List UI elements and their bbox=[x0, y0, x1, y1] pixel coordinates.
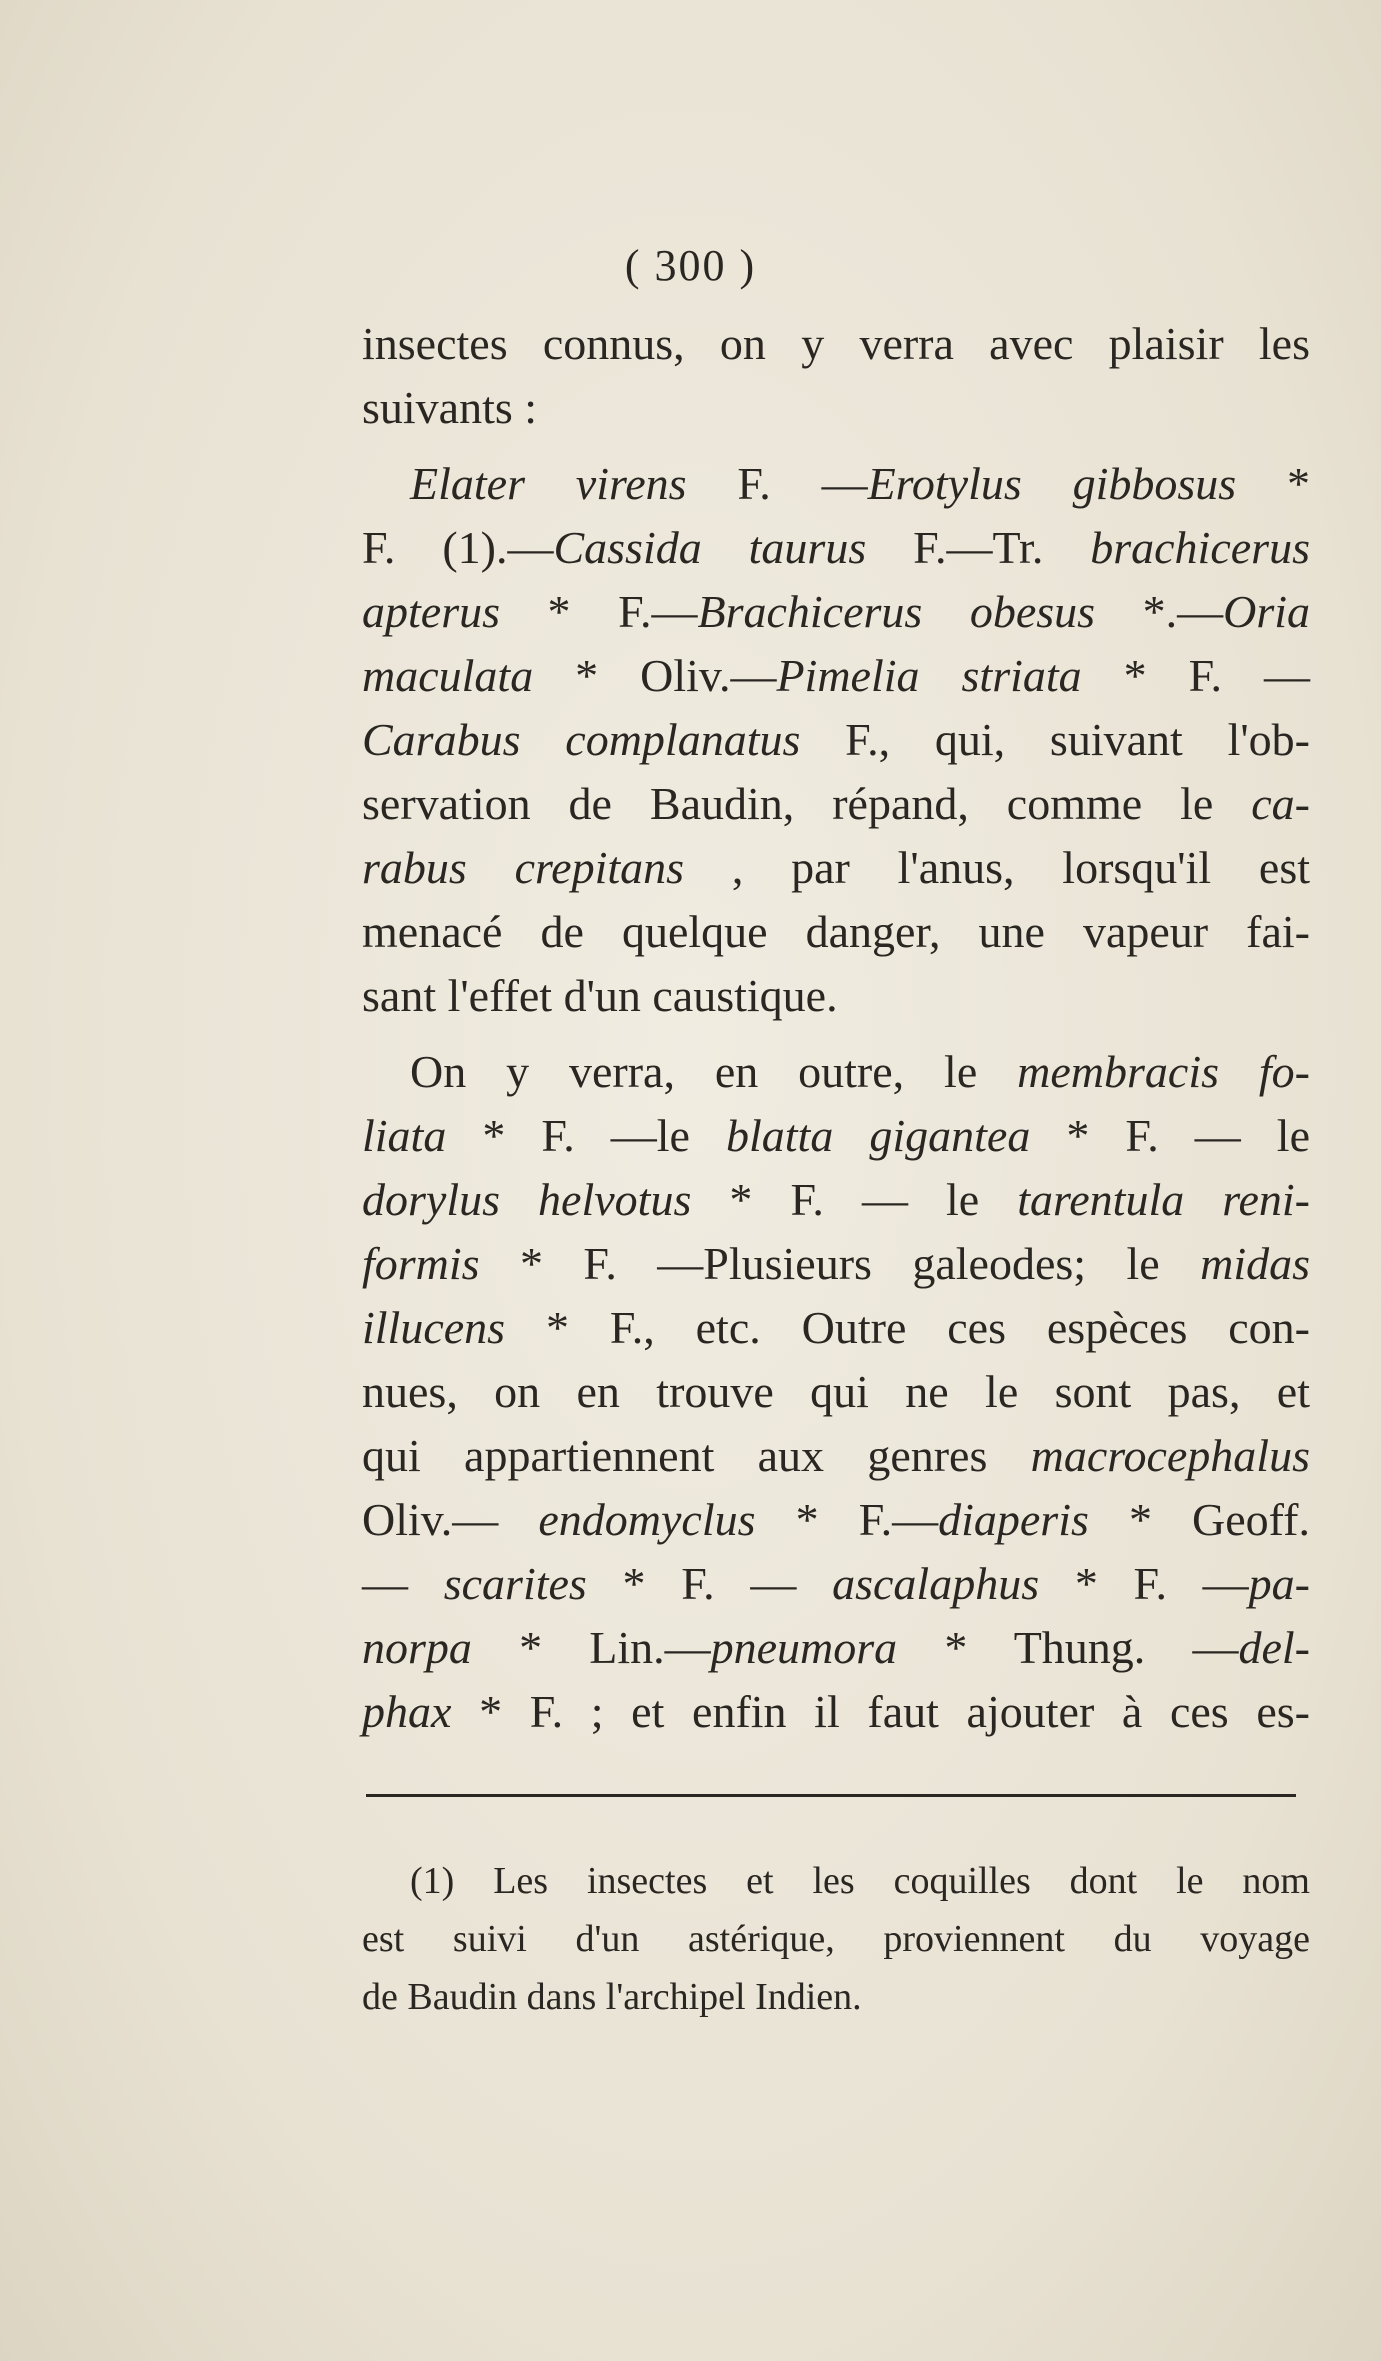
text-segment: *.— bbox=[1095, 586, 1224, 637]
text-line bbox=[362, 1488, 1310, 1552]
text-line bbox=[362, 516, 1310, 580]
italic-term: phax bbox=[362, 1686, 452, 1737]
text-segment: insectes connus, on y verra avec plaisir les bbox=[362, 318, 1310, 369]
text-segment: F., qui, suivant l'ob- bbox=[800, 714, 1310, 765]
text-segment: sant l'effet d'un caustique. bbox=[362, 970, 838, 1021]
text-segment: * Thung. — bbox=[897, 1622, 1239, 1673]
text-segment: * F., etc. Outre ces espèces con- bbox=[505, 1302, 1310, 1353]
text-line bbox=[362, 836, 1310, 900]
text-line bbox=[362, 376, 1310, 440]
italic-term: tarentula reni- bbox=[1017, 1174, 1310, 1225]
text-line bbox=[362, 708, 1310, 772]
italic-term: endomyclus bbox=[538, 1494, 756, 1545]
text-line bbox=[362, 1232, 1310, 1296]
italic-term: Erotylus gibbosus bbox=[867, 458, 1237, 509]
text-line bbox=[362, 772, 1310, 836]
text-segment: * F. —Plusieurs galeodes; le bbox=[479, 1238, 1201, 1289]
italic-term: rabus crepitans bbox=[362, 842, 685, 893]
text-segment: * F. ; et enfin il faut ajouter à ces es- bbox=[451, 1686, 1310, 1737]
text-line bbox=[362, 900, 1310, 964]
text-segment: * F.— bbox=[500, 586, 698, 637]
text-line bbox=[362, 1360, 1310, 1424]
text-segment: * Geoff. bbox=[1088, 1494, 1310, 1545]
italic-term: pneumora bbox=[710, 1622, 898, 1673]
italic-term: brachicerus bbox=[1090, 522, 1310, 573]
italic-term: del- bbox=[1238, 1622, 1310, 1673]
text-segment: — bbox=[362, 1558, 444, 1609]
italic-term: Cassida taurus bbox=[553, 522, 867, 573]
text-segment: nues, on en trouve qui ne le sont pas, et bbox=[362, 1366, 1310, 1417]
text-line bbox=[362, 1104, 1310, 1168]
text-line bbox=[362, 644, 1310, 708]
italic-term: dorylus helvotus bbox=[362, 1174, 692, 1225]
text-line bbox=[362, 1296, 1310, 1360]
text-segment: qui appartiennent aux genres bbox=[362, 1430, 1031, 1481]
text-segment: * F. — bbox=[1039, 1558, 1249, 1609]
text-segment: F. (1).— bbox=[362, 522, 554, 573]
text-segment: * F. — bbox=[586, 1558, 833, 1609]
italic-term: Oria bbox=[1223, 586, 1310, 637]
italic-term: ca- bbox=[1251, 778, 1310, 829]
text-segment: * bbox=[1236, 458, 1310, 509]
text-line bbox=[362, 1168, 1310, 1232]
text-segment: F.—Tr. bbox=[866, 522, 1091, 573]
text-line bbox=[362, 580, 1310, 644]
italic-term: Pimelia striata bbox=[776, 650, 1082, 701]
text-segment: servation de Baudin, répand, comme le bbox=[362, 778, 1252, 829]
text-line bbox=[362, 1552, 1310, 1616]
italic-term: Carabus complanatus bbox=[362, 714, 801, 765]
body-text bbox=[362, 312, 1310, 1744]
italic-term: macrocephalus bbox=[1030, 1430, 1310, 1481]
text-line bbox=[362, 452, 1310, 516]
text-segment: , par l'anus, lorsqu'il est bbox=[684, 842, 1311, 893]
text-segment: Oliv.— bbox=[362, 1494, 539, 1545]
text-line bbox=[362, 1040, 1310, 1104]
text-segment: * F. — bbox=[1081, 650, 1310, 701]
text-line bbox=[362, 1680, 1310, 1744]
italic-term: formis bbox=[362, 1238, 480, 1289]
italic-term: ascalaphus bbox=[832, 1558, 1040, 1609]
text-segment: * F.— bbox=[755, 1494, 939, 1545]
text-segment: * F. — le bbox=[1030, 1110, 1310, 1161]
text-segment: * F. —le bbox=[446, 1110, 726, 1161]
text-line bbox=[362, 312, 1310, 376]
italic-term: scarites bbox=[443, 1558, 587, 1609]
paragraph-gap bbox=[362, 440, 1310, 452]
italic-term: Elater virens bbox=[410, 458, 687, 509]
text-segment: F. — bbox=[686, 458, 868, 509]
italic-term: norpa bbox=[362, 1622, 472, 1673]
italic-term: illucens bbox=[362, 1302, 506, 1353]
italic-term: liata bbox=[362, 1110, 447, 1161]
footnote-line: (1) Les insectes et les coquilles dont le nom bbox=[410, 1860, 1310, 1902]
italic-term: membracis fo- bbox=[1017, 1046, 1310, 1097]
text-segment: suivants : bbox=[362, 382, 538, 433]
footnote-line: est suivi d'un astérique, proviennent du voyage bbox=[362, 1918, 1310, 1960]
text-segment: * F. — le bbox=[691, 1174, 1018, 1225]
italic-term: midas bbox=[1200, 1238, 1310, 1289]
footnote-line: de Baudin dans l'archipel Indien. bbox=[362, 1976, 862, 2018]
text-segment: * Lin.— bbox=[471, 1622, 711, 1673]
footnote-rule bbox=[366, 1794, 1296, 1797]
italic-term: pa- bbox=[1248, 1558, 1310, 1609]
italic-term: apterus bbox=[362, 586, 500, 637]
italic-term: diaperis bbox=[938, 1494, 1089, 1545]
italic-term: blatta gigantea bbox=[726, 1110, 1031, 1161]
text-line bbox=[362, 1424, 1310, 1488]
footnote bbox=[362, 1852, 1310, 2026]
italic-term: maculata bbox=[362, 650, 534, 701]
text-segment: menacé de quelque danger, une vapeur fai- bbox=[362, 906, 1310, 957]
page-number: ( 300 ) bbox=[624, 241, 757, 290]
paragraph-gap bbox=[362, 1028, 1310, 1040]
text-segment: On y verra, en outre, le bbox=[410, 1046, 1018, 1097]
text-line bbox=[362, 1616, 1310, 1680]
text-segment: * Oliv.— bbox=[533, 650, 777, 701]
italic-term: Brachicerus obesus bbox=[697, 586, 1096, 637]
text-line bbox=[362, 964, 1310, 1028]
